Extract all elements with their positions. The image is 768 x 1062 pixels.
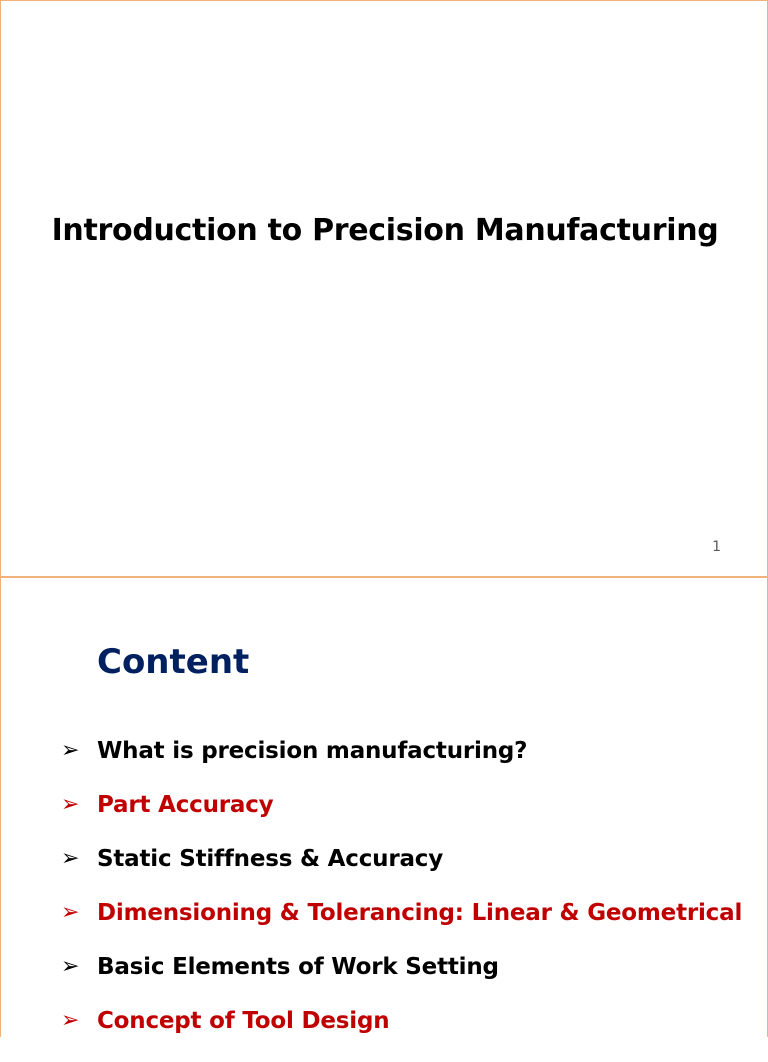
slide-number: 1 bbox=[712, 539, 721, 555]
arrow-bullet-icon: ➢ bbox=[61, 846, 80, 871]
slide-title: Introduction to Precision Manufacturing bbox=[51, 213, 719, 248]
slide-2 bbox=[0, 577, 768, 1037]
bullet-item-static-stiffness bbox=[61, 846, 742, 900]
content-heading: Content bbox=[97, 642, 250, 682]
bullet-item-tool-design bbox=[61, 1008, 742, 1062]
arrow-bullet-icon: ➢ bbox=[61, 792, 80, 817]
bullet-label: Part Accuracy bbox=[97, 792, 274, 818]
arrow-bullet-icon: ➢ bbox=[61, 954, 80, 979]
bullet-label: Static Stiffness & Accuracy bbox=[97, 846, 444, 872]
bullet-label: What is precision manufacturing? bbox=[97, 738, 528, 764]
arrow-bullet-icon: ➢ bbox=[61, 738, 80, 763]
bullet-item-precision-manufacturing bbox=[61, 738, 742, 792]
content-bullet-list bbox=[61, 738, 742, 1062]
arrow-bullet-icon: ➢ bbox=[61, 1008, 80, 1033]
bullet-item-part-accuracy bbox=[61, 792, 742, 846]
bullet-label: Dimensioning & Tolerancing: Linear & Geometrical bbox=[97, 900, 743, 926]
bullet-label: Basic Elements of Work Setting bbox=[97, 954, 499, 980]
bullet-label: Concept of Tool Design bbox=[97, 1008, 390, 1034]
arrow-bullet-icon: ➢ bbox=[61, 900, 80, 925]
bullet-item-work-setting bbox=[61, 954, 742, 1008]
bullet-item-dimensioning-tolerancing bbox=[61, 900, 742, 954]
